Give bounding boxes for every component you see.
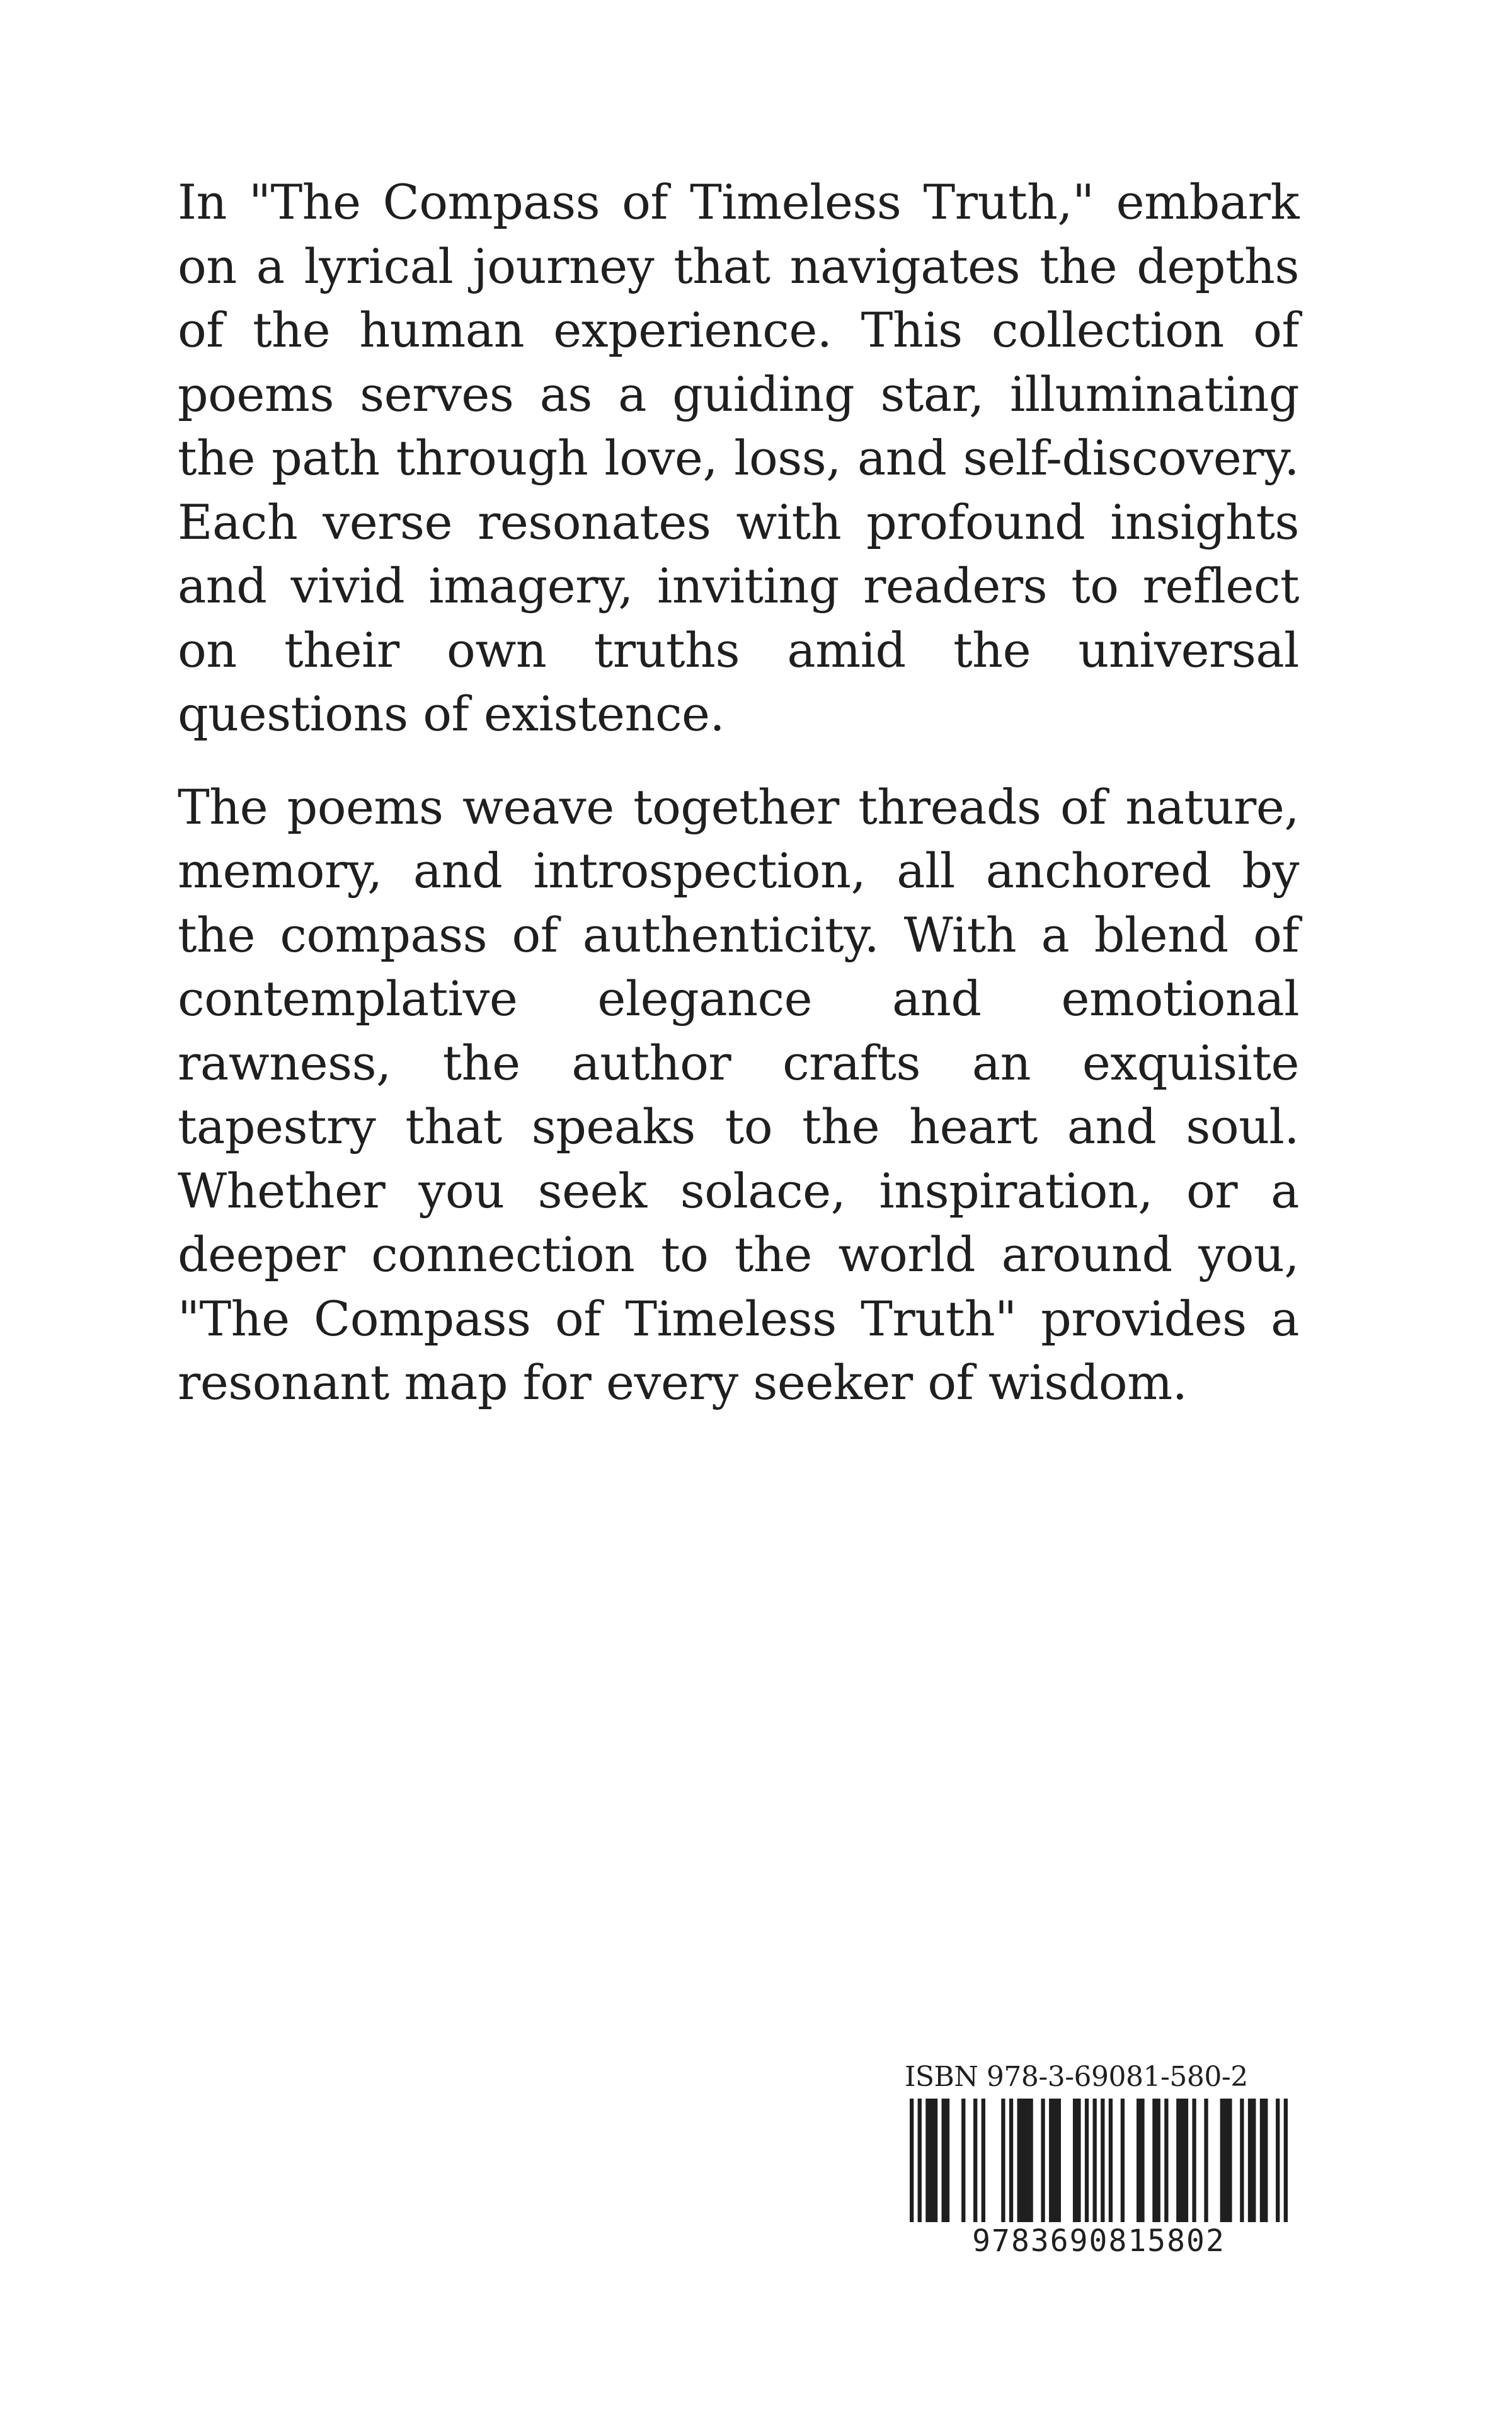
barcode-bar <box>1009 2099 1013 2222</box>
barcode-bar <box>1101 2099 1104 2222</box>
blurb-paragraph-2: The poems weave together threads of nature, memory, and introspection, all anchored by the compass of authenticity. With a blend of contemplative elegance and emotional rawness, the author crafts an exquisite tapestry that speaks to the heart and soul. Whether you seek solace, inspiration, or a deeper connection to the world around you, "The Compass of Timeless Truth" provides a resonant map for every seeker of wisdom. <box>178 778 1299 1410</box>
blurb-text <box>178 170 1299 1444</box>
barcode-bar <box>973 2099 977 2222</box>
barcode-bar <box>910 2099 914 2222</box>
barcode-bar <box>1093 2099 1097 2222</box>
barcode-bar <box>1152 2099 1160 2222</box>
barcode-bar <box>1164 2099 1168 2222</box>
barcode-bar <box>961 2099 965 2222</box>
barcode-image <box>910 2099 1288 2222</box>
barcode-bar <box>1085 2099 1089 2222</box>
barcode-bar <box>1137 2099 1145 2222</box>
barcode-bar <box>925 2099 937 2222</box>
barcode-bar <box>982 2099 985 2222</box>
barcode-bar <box>1109 2099 1113 2222</box>
barcode-bar <box>1284 2099 1288 2222</box>
barcode-bar <box>1017 2099 1033 2222</box>
barcode-number: 9783690815802 <box>972 2223 1225 2259</box>
barcode-bar <box>1240 2099 1244 2222</box>
barcode-bar <box>1192 2099 1196 2222</box>
isbn-barcode-block <box>900 2061 1299 2264</box>
barcode-bar <box>1176 2099 1188 2222</box>
barcode-bar <box>918 2099 922 2222</box>
barcode-bar <box>1276 2099 1280 2222</box>
barcode-bar <box>1049 2099 1061 2222</box>
barcode-bar <box>1001 2099 1005 2222</box>
barcode-bar <box>1248 2099 1256 2222</box>
barcode-bar <box>1041 2099 1045 2222</box>
barcode-bar <box>1204 2099 1208 2222</box>
barcode-bar <box>942 2099 950 2222</box>
blurb-paragraph-1: In "The Compass of Timeless Truth," embark on a lyrical journey that navigates the depths of the human experience. This collection of poems serves as a guiding star, illuminating the path through love, loss, and self-discovery. Each verse resonates with profound insights and vivid imagery, inviting readers to reflect on their own truths amid the universal questions of existence. <box>178 174 1299 742</box>
barcode-bar <box>1260 2099 1268 2222</box>
isbn-label: ISBN 978-3-69081-580-2 <box>905 2061 1248 2093</box>
barcode-bar <box>1073 2099 1081 2222</box>
barcode-bar <box>1121 2099 1125 2222</box>
barcode-bar <box>1220 2099 1232 2222</box>
